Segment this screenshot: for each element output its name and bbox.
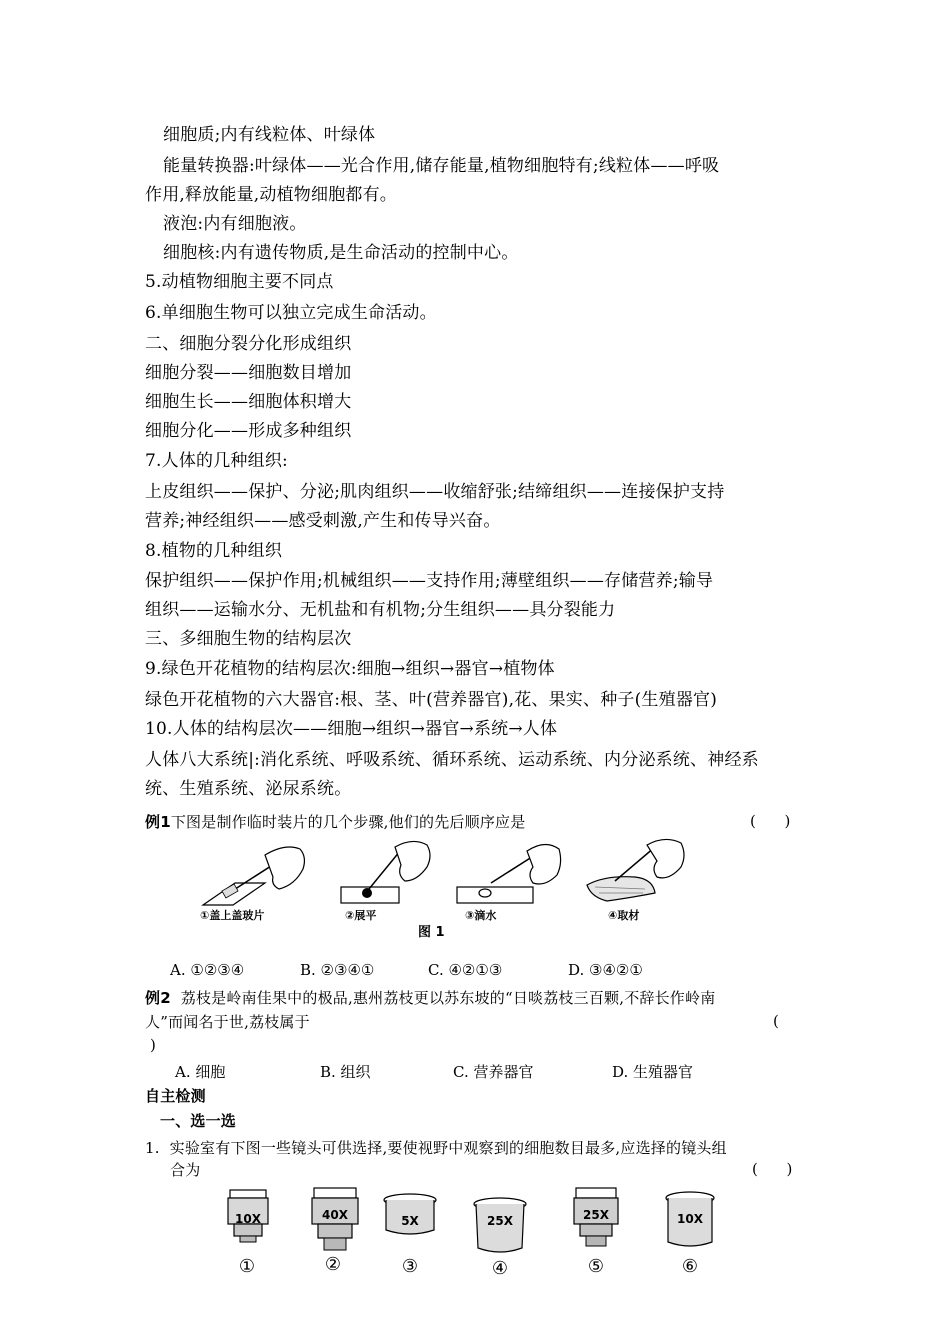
text-line: 人体八大系统|:消化系统、呼吸系统、循环系统、运动系统、内分泌系统、神经系 [145, 750, 759, 770]
example-text: 下图是制作临时装片的几个步骤,他们的先后顺序应是 [170, 813, 526, 831]
section-heading: 一、选一选 [160, 1112, 237, 1130]
text-line: 8.植物的几种组织 [145, 541, 283, 561]
lens-label-5: 25X [583, 1208, 609, 1222]
figure-caption-3: ③滴水 [465, 909, 497, 922]
text-line: 绿色开花植物的六大器官:根、茎、叶(营养器官),花、果实、种子(生殖器官) [145, 690, 718, 710]
lens-number-4: ④ [491, 1258, 509, 1279]
lens-number-6: ⑥ [681, 1256, 699, 1277]
lens-label-4: 25X [487, 1214, 513, 1228]
text-line: 5.动植物细胞主要不同点 [145, 272, 334, 292]
text-line: 细胞生长——细胞体积增大 [145, 392, 352, 412]
text-line: 组织——运输水分、无机盐和有机物;分生组织——具分裂能力 [145, 600, 616, 620]
answer-paren: ( ) [750, 812, 791, 830]
question-number: 1. [145, 1139, 160, 1157]
text-line: 能量转换器:叶绿体——光合作用,储存能量,植物细胞特有;线粒体——呼吸 [163, 156, 720, 176]
answer-paren-close: ) [150, 1036, 156, 1054]
option-d: D. 生殖器官 [612, 1063, 694, 1081]
example-text: 荔枝是岭南佳果中的极品,惠州荔枝更以苏东坡的“日啖荔枝三百颗,不辞长作岭南 [180, 989, 716, 1007]
example-label: 例 [145, 989, 161, 1007]
lens-label-2: 40X [322, 1208, 348, 1222]
text-line: 作用,释放能量,动植物细胞都有。 [145, 185, 398, 205]
lens-label-6: 10X [677, 1212, 703, 1226]
text-line: 7.人体的几种组织: [145, 451, 288, 471]
figure-title: 图 1 [418, 925, 445, 940]
option-a: A. 细胞 [175, 1063, 226, 1081]
lens-number-1: ① [238, 1256, 256, 1277]
example-number: 2 [160, 989, 171, 1007]
example-2-question [145, 986, 715, 1010]
question-1 [145, 1136, 727, 1160]
text-line: 液泡:内有细胞液。 [163, 214, 307, 234]
figure-caption-4: ④取材 [608, 909, 640, 922]
example-label: 例 [145, 813, 161, 831]
option-b: B. ②③④① [300, 961, 375, 979]
lens-set-figure [220, 1186, 720, 1258]
text-line: 统、生殖系统、泌尿系统。 [145, 779, 352, 799]
text-line: 营养;神经组织——感受刺激,产生和传导兴奋。 [145, 511, 501, 531]
question-text: 实验室有下图一些镜头可供选择,要使视野中观察到的细胞数目最多,应选择的镜头组 [169, 1139, 727, 1157]
text-line: 细胞质;内有线粒体、叶绿体 [163, 125, 376, 145]
example-1-question [145, 810, 525, 834]
text-line: 9.绿色开花植物的结构层次:细胞→组织→器官→植物体 [145, 659, 555, 679]
self-test-heading: 自主检测 [145, 1087, 206, 1105]
option-b: B. 组织 [320, 1063, 371, 1081]
answer-paren-open: ( [773, 1012, 779, 1030]
lens-number-2: ② [324, 1254, 342, 1275]
text-line: 6.单细胞生物可以独立完成生命活动。 [145, 303, 437, 323]
step-4-illustration [587, 839, 684, 901]
lens-label-1: 10X [235, 1212, 261, 1226]
figure-caption-2: ②展平 [345, 909, 377, 922]
option-c: C. ④②①③ [428, 961, 503, 979]
text-line: 细胞核:内有遗传物质,是生命活动的控制中心。 [163, 243, 519, 263]
lens-label-3: 5X [401, 1214, 419, 1228]
step-3-illustration [457, 844, 561, 903]
answer-paren: ( ) [752, 1160, 793, 1178]
figure-caption-1: ①盖上盖玻片 [200, 909, 265, 922]
option-a: A. ①②③④ [170, 961, 245, 979]
text-line: 10.人体的结构层次——细胞→组织→器官→系统→人体 [145, 719, 558, 739]
step-2-illustration [341, 841, 430, 903]
question-1-cont: 合为 [170, 1161, 201, 1179]
text-line: 细胞分化——形成多种组织 [145, 421, 352, 441]
option-c: C. 营养器官 [453, 1063, 534, 1081]
example-number: 1 [160, 813, 171, 831]
text-line: 上皮组织——保护、分泌;肌肉组织——收缩舒张;结缔组织——连接保护支持 [145, 482, 725, 502]
step-1-illustration [203, 847, 304, 905]
text-line: 细胞分裂——细胞数目增加 [145, 363, 352, 383]
lens-number-5: ⑤ [587, 1256, 605, 1277]
text-line: 保护组织——保护作用;机械组织——支持作用;薄壁组织——存储营养;输导 [145, 571, 714, 591]
section-heading: 二、细胞分裂分化形成组织 [145, 334, 352, 354]
option-d: D. ③④②① [568, 961, 643, 979]
example-2-question-cont: 人”而闻名于世,荔枝属于 [145, 1013, 310, 1031]
section-heading: 三、多细胞生物的结构层次 [145, 629, 352, 649]
lens-number-3: ③ [401, 1256, 419, 1277]
